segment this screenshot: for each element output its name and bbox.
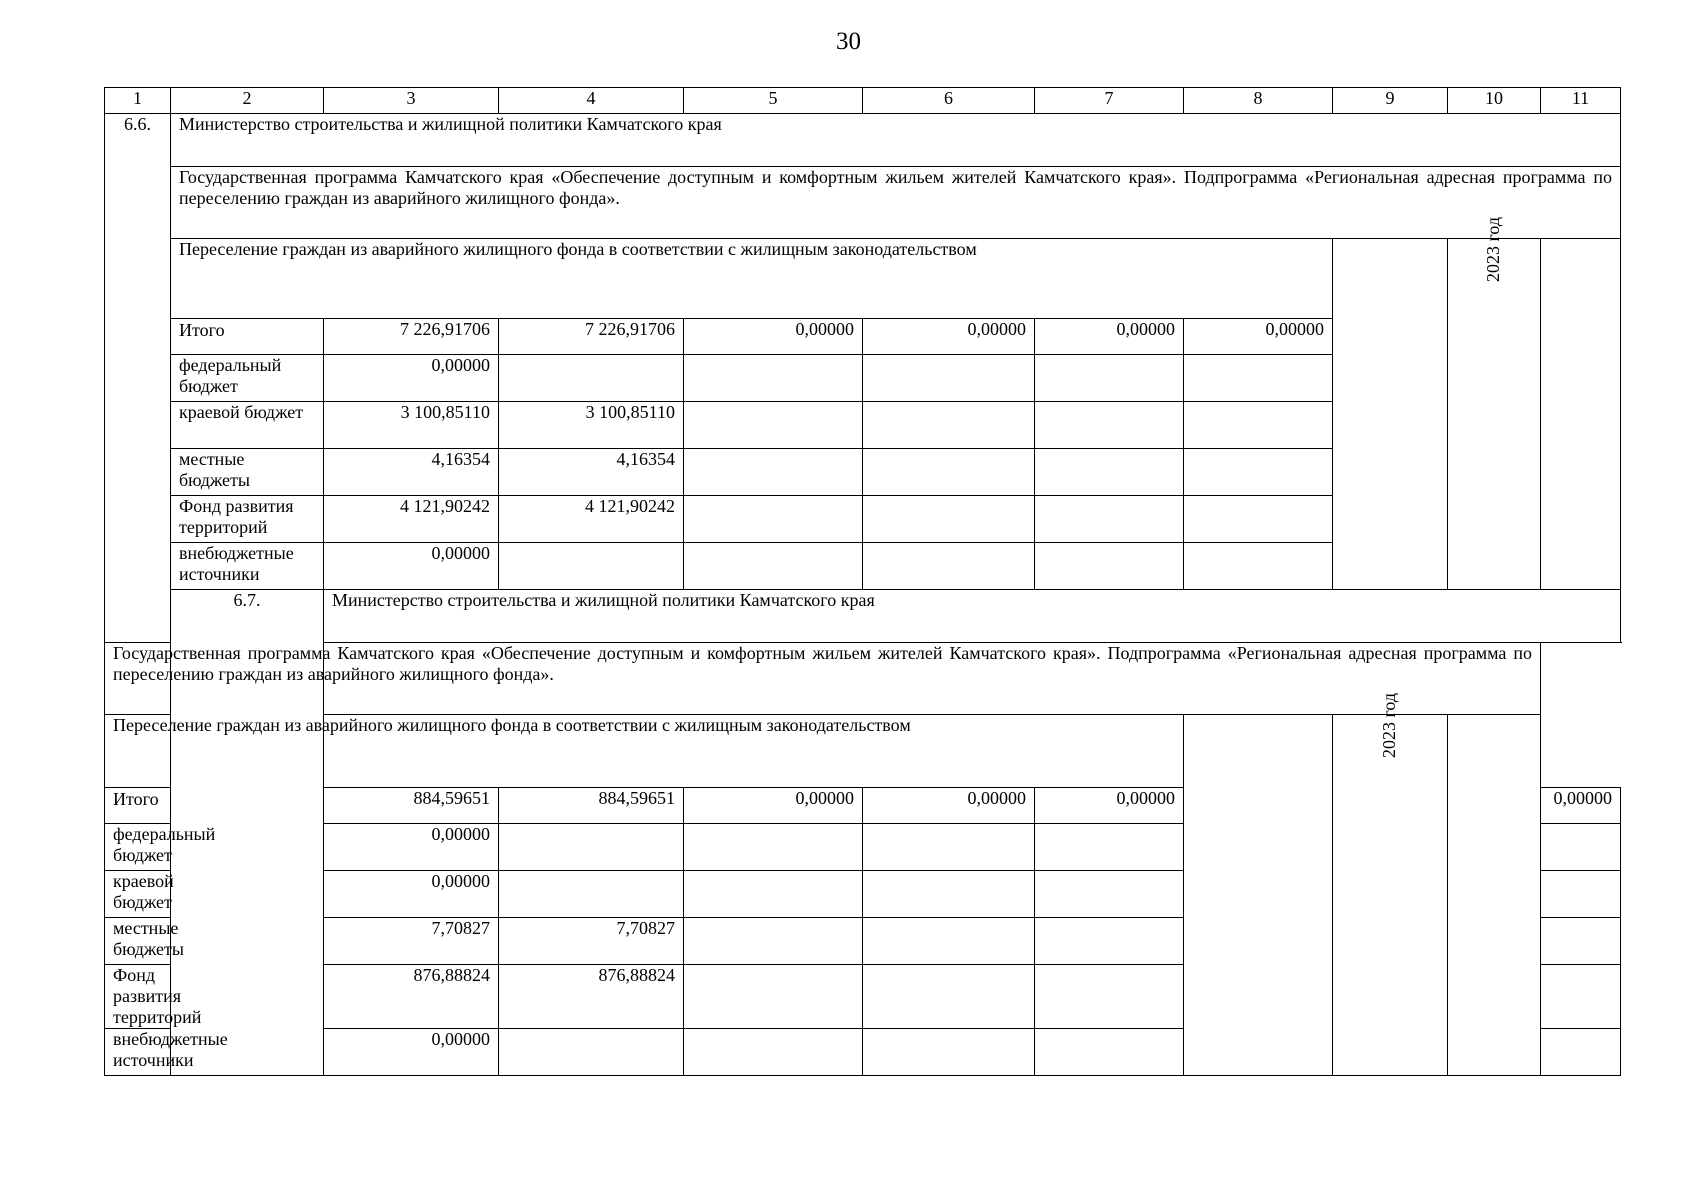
- value-cell: [863, 543, 1035, 590]
- value-cell: [863, 918, 1035, 965]
- row-label: Итого: [105, 788, 171, 824]
- value-cell: 0,00000: [324, 543, 499, 590]
- row-label: местные бюджеты: [171, 449, 324, 496]
- column-number: 3: [324, 88, 499, 114]
- year-cell: [1448, 216, 1541, 590]
- value-cell: 4 121,90242: [324, 496, 499, 543]
- column-number: 5: [684, 88, 863, 114]
- value-cell: [684, 918, 863, 965]
- value-cell: [684, 965, 863, 1029]
- value-cell: [1541, 824, 1621, 871]
- col11-cell: [1448, 715, 1541, 1076]
- value-cell: [1035, 1029, 1184, 1076]
- value-cell: [1541, 965, 1621, 1029]
- value-cell: [499, 543, 684, 590]
- column-number: 11: [1541, 88, 1621, 114]
- value-cell: 876,88824: [499, 965, 684, 1029]
- column-number: 8: [1184, 88, 1333, 114]
- value-cell: [863, 1029, 1035, 1076]
- row-label: федеральный бюджет: [105, 824, 171, 871]
- value-cell: [499, 871, 684, 918]
- purpose-text: Переселение граждан из аварийного жилищного фонда в соответствии с жилищным законодательством: [171, 239, 1333, 319]
- value-cell: 3 100,85110: [324, 402, 499, 449]
- value-cell: [863, 449, 1035, 496]
- year-cell: [1333, 692, 1448, 1076]
- value-cell: [684, 543, 863, 590]
- row-label: местные бюджеты: [105, 918, 171, 965]
- value-cell: [863, 496, 1035, 543]
- value-cell: [684, 355, 863, 402]
- budget-table: [104, 87, 1621, 1076]
- value-cell: 884,59651: [324, 788, 499, 824]
- row-label: Фонд развития территорий: [105, 965, 171, 1029]
- value-cell: 0,00000: [324, 355, 499, 402]
- column-number: 2: [171, 88, 324, 114]
- section-number: 6.7.: [171, 590, 324, 1076]
- program-row: [105, 167, 1621, 239]
- page-number: 30: [836, 28, 861, 55]
- value-cell: 4,16354: [499, 449, 684, 496]
- column-number: 7: [1035, 88, 1184, 114]
- value-cell: 3 100,85110: [499, 402, 684, 449]
- value-cell: 884,59651: [499, 788, 684, 824]
- row-label: Итого: [171, 319, 324, 355]
- ministry-name: Министерство строительства и жилищной политики Камчатского края: [324, 590, 1621, 643]
- purpose-row: [105, 715, 1621, 788]
- value-cell: [499, 1029, 684, 1076]
- section-number: 6.6.: [105, 114, 171, 643]
- value-cell: 876,88824: [324, 965, 499, 1029]
- value-cell: [1035, 871, 1184, 918]
- value-cell: [1541, 871, 1621, 918]
- value-cell: [863, 824, 1035, 871]
- row-label: внебюджетные источники: [105, 1029, 171, 1076]
- row-label: краевой бюджет: [105, 871, 171, 918]
- value-cell: 0,00000: [684, 319, 863, 355]
- value-cell: 7 226,91706: [499, 319, 684, 355]
- program-name: Государственная программа Камчатского края «Обеспечение доступным и комфортным жильем жителей Камчатского края». Подпрограмма «Региональная адресная программа по переселению граждан из аварийного жилищного фонда».: [105, 643, 1541, 715]
- column-number-row: [105, 88, 1621, 114]
- value-cell: 0,00000: [1035, 788, 1184, 824]
- column-number: 6: [863, 88, 1035, 114]
- value-cell: [499, 824, 684, 871]
- value-cell: [684, 824, 863, 871]
- value-cell: [1184, 496, 1333, 543]
- value-cell: 7,70827: [499, 918, 684, 965]
- value-cell: [1184, 402, 1333, 449]
- value-cell: 0,00000: [684, 788, 863, 824]
- value-cell: 4,16354: [324, 449, 499, 496]
- value-cell: 0,00000: [324, 824, 499, 871]
- value-cell: 0,00000: [1035, 319, 1184, 355]
- purpose-text: Переселение граждан из аварийного жилищного фонда в соответствии с жилищным законодательством: [105, 715, 1184, 788]
- row-label: краевой бюджет: [171, 402, 324, 449]
- ministry-row: [105, 590, 1621, 643]
- value-cell: [863, 965, 1035, 1029]
- value-cell: 7 226,91706: [324, 319, 499, 355]
- value-cell: [684, 1029, 863, 1076]
- value-cell: [1184, 355, 1333, 402]
- column-number: 4: [499, 88, 684, 114]
- value-cell: [684, 871, 863, 918]
- column-number: 1: [105, 88, 171, 114]
- value-cell: 0,00000: [863, 319, 1035, 355]
- value-cell: [684, 496, 863, 543]
- value-cell: [1035, 918, 1184, 965]
- value-cell: [1035, 402, 1184, 449]
- value-cell: [1184, 543, 1333, 590]
- value-cell: [684, 449, 863, 496]
- value-cell: [684, 402, 863, 449]
- value-cell: [863, 871, 1035, 918]
- row-label: Фонд развития территорий: [171, 496, 324, 543]
- value-cell: [1035, 824, 1184, 871]
- value-cell: 7,70827: [324, 918, 499, 965]
- col11-cell: [1541, 239, 1621, 590]
- value-cell: [1035, 965, 1184, 1029]
- col9-cell: [1184, 715, 1333, 1076]
- col9-cell: [1333, 239, 1448, 590]
- value-cell: [1035, 496, 1184, 543]
- value-cell: [499, 355, 684, 402]
- value-cell: 4 121,90242: [499, 496, 684, 543]
- value-cell: 0,00000: [1541, 788, 1621, 824]
- value-cell: [1035, 355, 1184, 402]
- value-cell: [1035, 449, 1184, 496]
- program-name: Государственная программа Камчатского края «Обеспечение доступным и комфортным жильем жителей Камчатского края». Подпрограмма «Региональная адресная программа по переселению граждан из аварийного жилищного фонда».: [171, 167, 1621, 239]
- column-number: 10: [1448, 88, 1541, 114]
- row-label: внебюджетные источники: [171, 543, 324, 590]
- ministry-row: [105, 114, 1621, 167]
- year-label: 2023 год: [1483, 216, 1504, 283]
- year-label: 2023 год: [1379, 692, 1400, 759]
- value-cell: [1035, 543, 1184, 590]
- value-cell: [863, 402, 1035, 449]
- value-cell: 0,00000: [324, 1029, 499, 1076]
- row-label: федеральный бюджет: [171, 355, 324, 402]
- value-cell: 0,00000: [324, 871, 499, 918]
- column-number: 9: [1333, 88, 1448, 114]
- value-cell: [1541, 1029, 1621, 1076]
- value-cell: 0,00000: [863, 788, 1035, 824]
- value-cell: [863, 355, 1035, 402]
- purpose-row: [105, 239, 1621, 319]
- value-cell: 0,00000: [1184, 319, 1333, 355]
- value-cell: [1184, 449, 1333, 496]
- value-cell: [1541, 918, 1621, 965]
- ministry-name: Министерство строительства и жилищной политики Камчатского края: [171, 114, 1621, 167]
